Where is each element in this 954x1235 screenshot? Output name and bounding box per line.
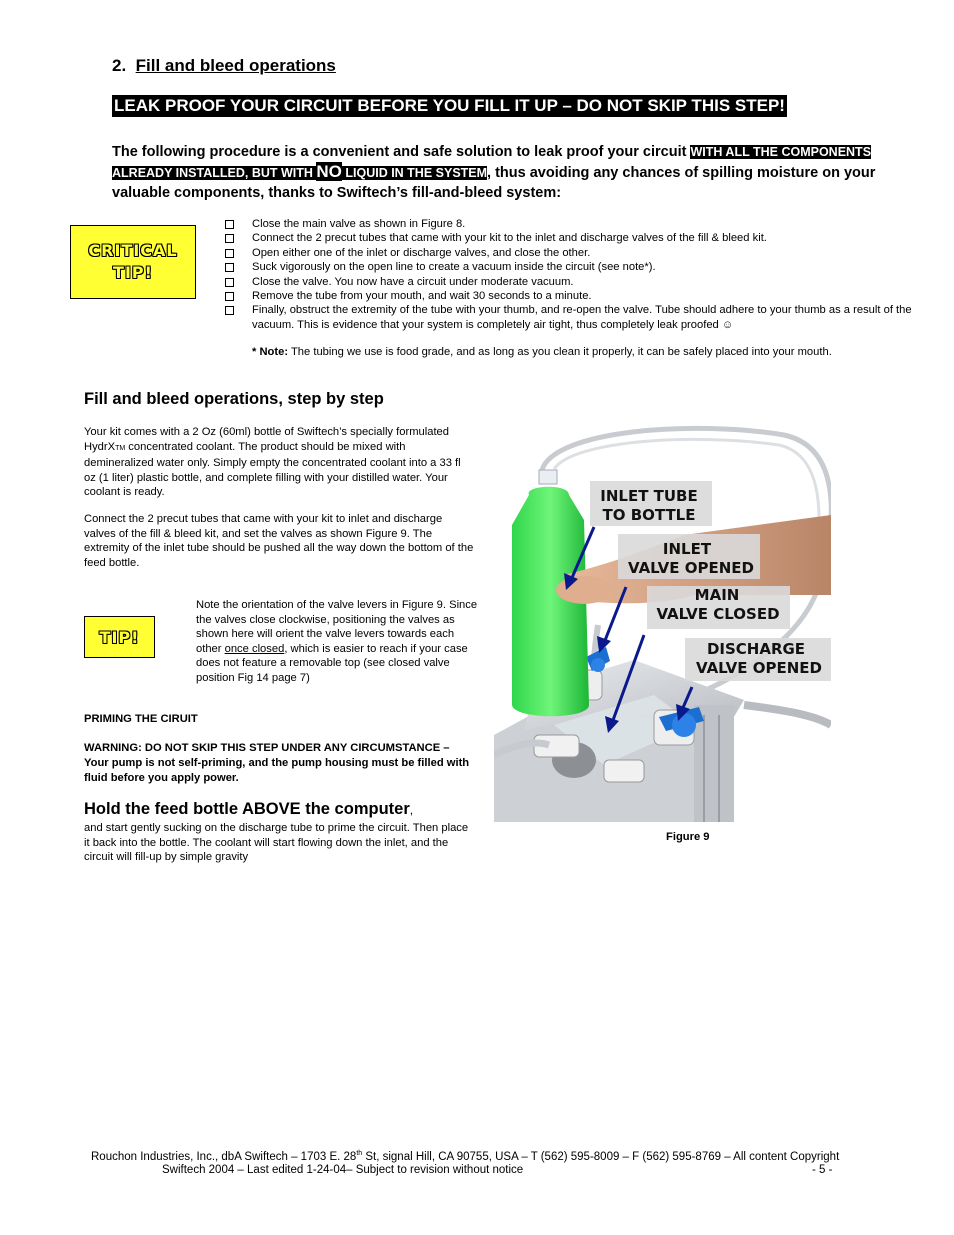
priming-title: PRIMING THE CIRUIT — [84, 713, 198, 725]
step-text: Remove the tube from your mouth, and wait 30 seconds to a minute. — [252, 290, 592, 303]
valve-orientation-tip — [196, 598, 480, 685]
step-text: Finally, obstruct the extremity of the tube with your thumb, and re-open the valve. Tube should adhere to your thumb as a result of the vacuum. This is evidence that your system is completely air tight, thus completely leak proofed ☺ — [252, 304, 912, 331]
checkbox-icon — [225, 249, 234, 258]
tip-text-a: Note the orientation of the valve levers in Figure 9. Since the valves close clockwise, positioning the valves as shown here will orient the valve levers towards each other — [196, 599, 478, 655]
critical-tip-label — [88, 240, 177, 284]
checkbox-icon — [225, 278, 234, 287]
label-inlet-valve-1: INLET — [662, 540, 712, 558]
step-by-step-title: Fill and bleed operations, step by step — [84, 390, 384, 408]
checkbox-icon — [225, 220, 234, 229]
priming-instructions: and start gently sucking on the discharge tube to prime the circuit. Then place it back into the bottle. The coolant will start flowing down the inlet, and the circuit will fill-up by simple gravity — [84, 822, 469, 863]
tip-box — [84, 616, 155, 658]
tip-text-underlined: once closed — [224, 642, 285, 655]
checkbox-icon — [225, 263, 234, 272]
list-item — [224, 275, 914, 289]
step-text: Close the main valve as shown in Figure 8. — [252, 218, 466, 230]
list-item — [224, 217, 914, 231]
label-inlet-tube-1: INLET TUBE — [600, 487, 698, 505]
label-inlet-tube-2: TO BOTTLE — [602, 506, 696, 524]
label-main-valve-1: MAIN — [694, 586, 740, 604]
label-main-valve-2: VALVE CLOSED — [656, 605, 780, 623]
intro-paragraph — [112, 142, 912, 203]
note-text: The tubing we use is food grade, and as long as you clean it properly, it can be safely placed into your mouth. — [288, 346, 832, 358]
leak-proof-checklist — [224, 217, 914, 332]
section-number: 2. — [112, 56, 127, 75]
footer-address-b: St, signal Hill, CA 90755, USA – T (562) 595-8009 – F (562) 595-8769 – All content Copyright — [362, 1150, 840, 1163]
note-label: * Note: — [252, 346, 289, 358]
step-text: Connect the 2 precut tubes that came with your kit to the inlet and discharge valves of the fill & bleed kit. — [252, 232, 767, 245]
intro-text-start: The following procedure is a convenient and safe solution to leak proof your circuit — [112, 144, 691, 160]
hold-bottle-title — [84, 800, 413, 819]
figure-9-illustration — [494, 425, 831, 822]
hold-title-comma: , — [409, 803, 414, 817]
intro-highlight-1: WITH ALL THE COMPONENTS ALREADY INSTALLED, BUT WITH — [112, 145, 872, 180]
footer-line-2: Swiftech 2004 – Last edited 1-24-04– Subject to revision without notice — [162, 1164, 524, 1176]
connect-tubes-paragraph: Connect the 2 precut tubes that came with your kit to inlet and discharge valves of the fill & bleed kit, and set the valves as shown Figure 9. The extremity of the inlet tube should be pushed all the way down the bottom of the feed bottle. — [84, 513, 474, 569]
step-text: Open either one of the inlet or discharge valves, and close the other. — [252, 246, 591, 259]
list-item — [224, 303, 914, 332]
critical-tip-box — [70, 225, 196, 299]
footer-line-1 — [91, 1150, 839, 1163]
footer-superscript: th — [356, 1150, 363, 1157]
label-discharge-2: VALVE OPENED — [695, 659, 823, 677]
coolant-text-a: Your kit comes with a 2 Oz (60ml) bottle of Swiftech’s specially formulated HydrX — [84, 426, 449, 453]
list-item — [224, 246, 914, 260]
critical-tip-line1: CRITICAL — [88, 241, 178, 260]
checkbox-icon — [225, 306, 234, 315]
list-item — [224, 289, 914, 303]
checkbox-icon — [225, 234, 234, 243]
leak-proof-banner: LEAK PROOF YOUR CIRCUIT BEFORE YOU FILL IT UP – DO NOT SKIP THIS STEP! — [114, 96, 785, 115]
critical-tip-line2: TIP! — [113, 263, 153, 282]
label-discharge-1: DISCHARGE — [706, 640, 806, 658]
footer-address-a: Rouchon Industries, Inc., dbA Swiftech – 1703 E. 28 — [91, 1150, 357, 1163]
step-text: Suck vigorously on the open line to create a vacuum inside the circuit (see note*). — [252, 261, 656, 274]
intro-highlight-no: NO — [316, 162, 342, 181]
intro-text-end: , thus avoiding any chances of spilling moisture on your valuable components, thanks to Swiftech’s fill-and-bleed system: — [112, 165, 876, 201]
coolant-text-b: concentrated coolant. The product should be mixed with demineralized water only. Simply empty the concentrated coolant into a 33 fl oz (1 liter) plastic bottle, and complete filling with your distilled water. Your coolant is ready. — [84, 440, 461, 498]
tip-text-b: , which is easier to reach if your case does not feature a removable top (see closed valve position Fig 14 page 7) — [196, 642, 468, 684]
label-inlet-valve-2: VALVE OPENED — [627, 559, 755, 577]
section-heading — [112, 56, 336, 76]
coolant-paragraph — [84, 425, 464, 500]
list-item — [224, 231, 914, 245]
trademark-mark: TM — [115, 444, 126, 452]
page-number: - 5 - — [812, 1164, 833, 1176]
priming-warning: WARNING: DO NOT SKIP THIS STEP UNDER ANY CIRCUMSTANCE – Your pump is not self-priming, and the pump housing must be filled with fluid before you apply power. — [84, 742, 470, 784]
step-text: Close the valve. You now have a circuit under moderate vacuum. — [252, 275, 574, 288]
hold-title-text: Hold the feed bottle ABOVE the computer — [84, 800, 410, 818]
figure-caption: Figure 9 — [666, 831, 710, 843]
checkbox-icon — [225, 292, 234, 301]
tubing-note — [252, 346, 922, 358]
list-item — [224, 260, 914, 274]
intro-highlight-2: LIQUID IN THE SYSTEM — [341, 166, 488, 180]
tip-label: TIP! — [99, 627, 140, 647]
section-title: Fill and bleed operations — [135, 56, 336, 75]
